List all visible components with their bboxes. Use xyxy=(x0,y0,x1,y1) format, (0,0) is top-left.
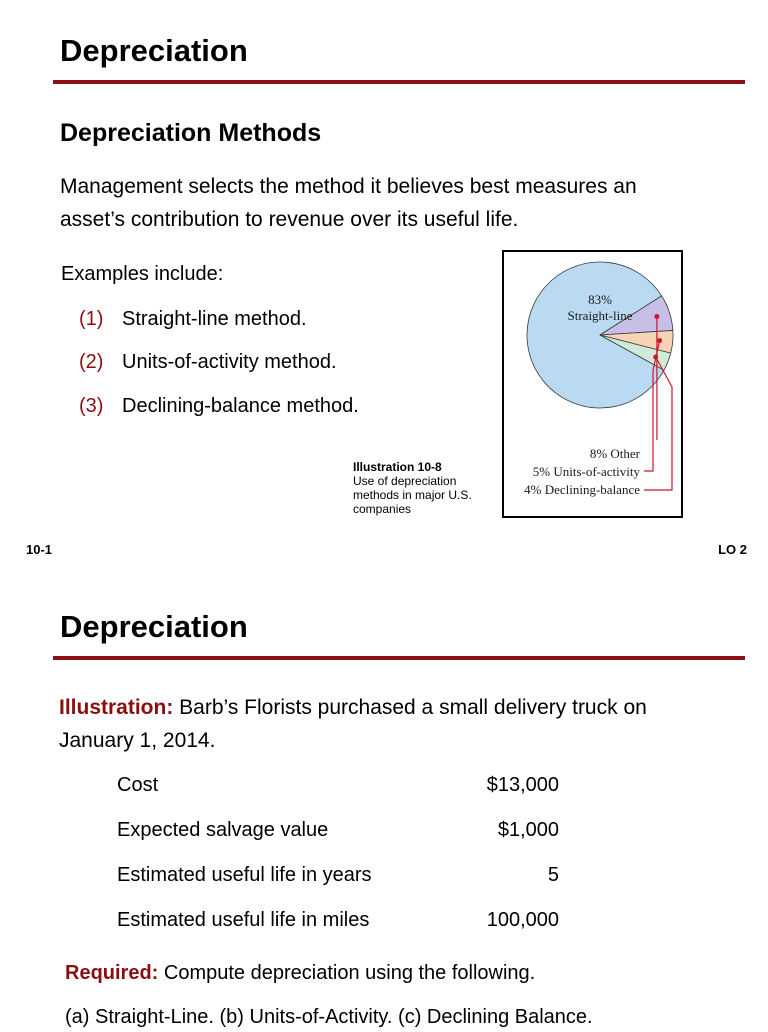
title-divider-2 xyxy=(53,656,745,660)
method-item-2 xyxy=(79,349,337,375)
method-label: Straight-line method. xyxy=(122,308,307,330)
examples-heading: Examples include: xyxy=(61,263,224,285)
pie-chart-frame xyxy=(502,250,683,518)
method-number: (1) xyxy=(79,308,104,330)
method-number: (2) xyxy=(79,351,104,373)
method-label: Declining-balance method. xyxy=(122,395,359,417)
row-value: 5 xyxy=(547,864,559,886)
row-label: Cost xyxy=(117,774,159,796)
pie-chart xyxy=(504,252,681,516)
table-row xyxy=(117,815,559,845)
row-value: 100,000 xyxy=(486,909,559,931)
table-row xyxy=(117,770,559,800)
table-row xyxy=(117,860,559,890)
illustration-paragraph xyxy=(59,691,739,757)
required-label: Required: xyxy=(65,962,159,984)
caption-line-3: companies xyxy=(353,502,412,516)
row-label: Estimated useful life in years xyxy=(117,864,372,886)
illustration-text-2: January 1, 2014. xyxy=(59,729,216,752)
label-other: 8% Other xyxy=(589,446,640,461)
table-row xyxy=(117,905,559,935)
caption-line-2: methods in major U.S. xyxy=(353,488,472,502)
label-straight-name: Straight-line xyxy=(567,308,633,323)
intro-line-1: Management selects the method it believes best measures an xyxy=(60,175,637,198)
label-declining-balance: 4% Declining-balance xyxy=(524,482,640,497)
label-straight-percent: 83% xyxy=(588,292,612,307)
intro-line-2: asset’s contribution to revenue over its useful life. xyxy=(60,208,519,231)
slide-number: 10-1 xyxy=(26,542,53,557)
caption-title: Illustration 10-8 xyxy=(353,460,442,474)
method-item-1 xyxy=(79,306,307,332)
slide2-title: Depreciation xyxy=(60,609,248,644)
method-number: (3) xyxy=(79,395,104,417)
learning-objective: LO 2 xyxy=(718,542,747,557)
section-heading: Depreciation Methods xyxy=(60,119,322,147)
method-item-3 xyxy=(79,393,359,419)
illustration-caption xyxy=(353,460,493,516)
row-value: $13,000 xyxy=(486,774,559,796)
illustration-label: Illustration: xyxy=(59,696,174,719)
row-value: $1,000 xyxy=(497,819,559,841)
slide1-title: Depreciation xyxy=(60,33,248,68)
title-divider xyxy=(53,80,745,84)
methods-line: (a) Straight-Line. (b) Units-of-Activity. (c) Declining Balance. xyxy=(65,1006,593,1028)
row-label: Estimated useful life in miles xyxy=(117,909,370,931)
required-line xyxy=(65,958,535,988)
illustration-text: Barb’s Florists purchased a small delivery truck on xyxy=(173,696,647,719)
method-label: Units-of-activity method. xyxy=(122,351,337,373)
required-text: Compute depreciation using the following. xyxy=(158,962,536,984)
row-label: Expected salvage value xyxy=(117,819,329,841)
intro-paragraph xyxy=(60,170,637,236)
label-units-of-activity: 5% Units-of-activity xyxy=(532,464,640,479)
caption-line-1: Use of depreciation xyxy=(353,474,457,488)
